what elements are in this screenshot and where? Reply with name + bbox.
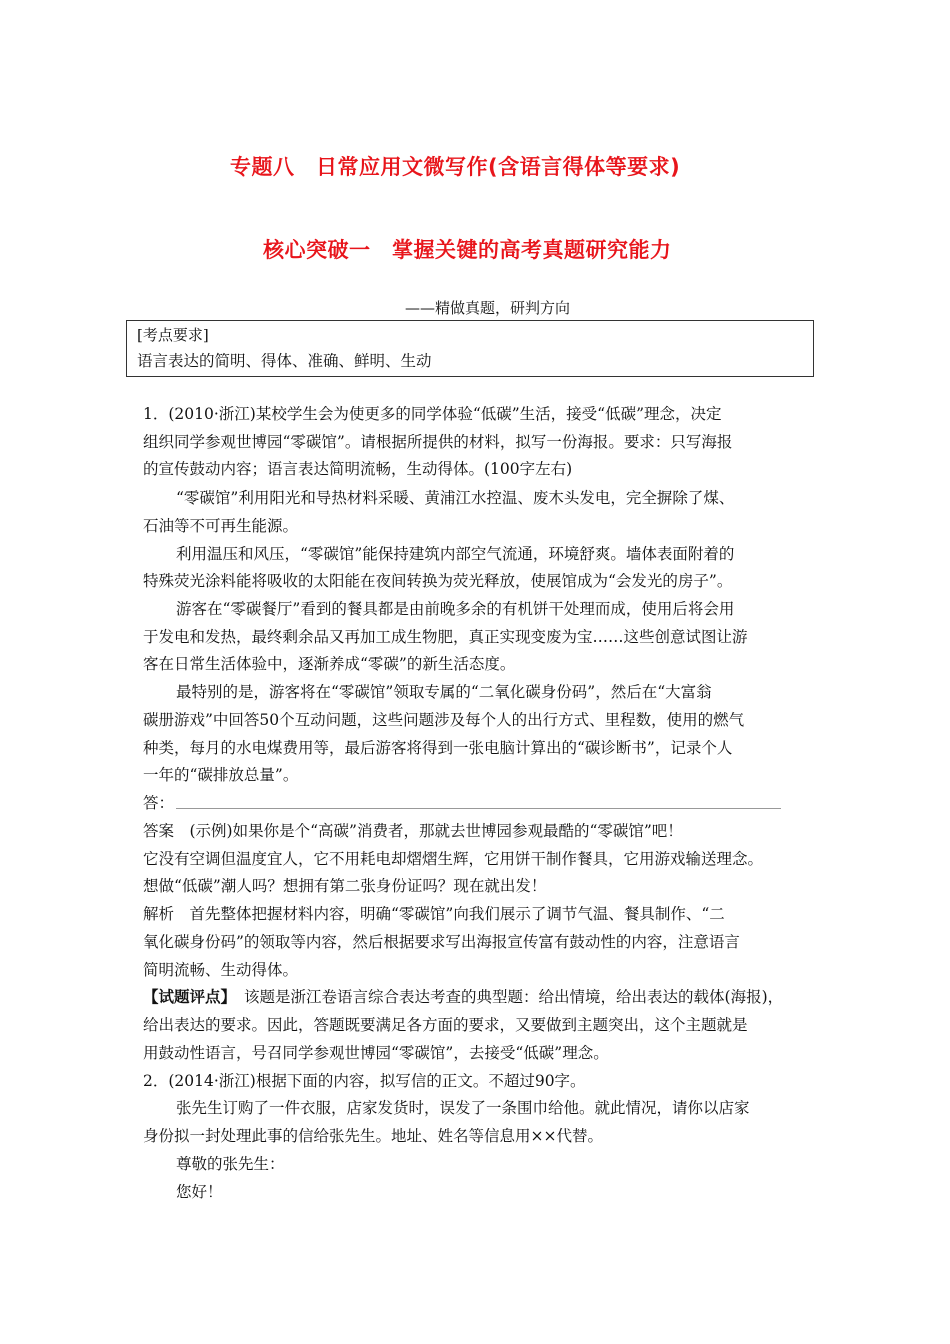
analysis-line: 解析 首先整体把握材料内容，明确“零碳馆”向我们展示了调节气温、餐具制作、“二	[143, 905, 725, 923]
q2-line: 张先生订购了一件衣服，店家发货时，误发了一条围巾给他。就此情况，请你以店家	[176, 1099, 750, 1117]
q1-material-line: 一年的“碳排放总量”。	[143, 766, 299, 784]
answer-line: 答案 (示例)如果你是个“高碳”消费者，那就去世博园参观最酷的“零碳馆”吧！	[143, 822, 683, 840]
requirement-box	[126, 320, 814, 377]
q1-line: 组织同学参观世博园“零碳馆”。请根据所提供的材料，拟写一份海报。要求：只写海报	[143, 433, 733, 451]
comment-line: 给出表达的要求。因此，答题既要满足各方面的要求，又要做到主题突出，这个主题就是	[143, 1016, 748, 1034]
q1-material-line: “零碳馆”利用阳光和导热材料采暖、黄浦江水控温、废木头发电，完全摒除了煤、	[176, 489, 735, 507]
q2-line: 身份拟一封处理此事的信给张先生。地址、姓名等信息用××代替。	[143, 1127, 603, 1145]
analysis-line: 氧化碳身份码”的领取等内容，然后根据要求写出海报宣传富有鼓动性的内容，注意语言	[143, 933, 740, 951]
q1-material-line: 客在日常生活体验中，逐渐养成“零碳”的新生活态度。	[143, 655, 516, 673]
letter-greeting: 您好！	[176, 1183, 223, 1201]
q1-line: 的宣传鼓动内容；语言表达简明流畅，生动得体。(100字左右)	[143, 460, 573, 478]
q1-material-line: 特殊荧光涂料能将吸收的太阳能在夜间转换为荧光释放，使展馆成为“会发光的房子”。	[143, 572, 733, 590]
q1-material-line: 最特别的是，游客将在“零碳馆”领取专属的“二氧化碳身份码”，然后在“大富翁	[176, 683, 712, 701]
comment-line: 用鼓动性语言，号召同学参观世博园“零碳馆”，去接受“低碳”理念。	[143, 1044, 609, 1062]
page-title: 专题八 日常应用文微写作(含语言得体等要求)	[230, 155, 681, 179]
answer-blank-line[interactable]	[176, 808, 781, 809]
q1-material-line: 利用温压和风压，“零碳馆”能保持建筑内部空气流通，环境舒爽。墙体表面附着的	[176, 545, 735, 563]
q1-material-line: 种类，每月的水电煤费用等，最后游客将得到一张电脑计算出的“碳诊断书”，记录个人	[143, 739, 733, 757]
q1-material-line: 石油等不可再生能源。	[143, 517, 299, 535]
q1-material-line: 游客在“零碳餐厅”看到的餐具都是由前晚多余的有机饼干处理而成，使用后将会用	[176, 600, 735, 618]
q1-material-line: 于发电和发热，最终剩余品又再加工成生物肥，真正实现变废为宝……这些创意试图让游	[143, 628, 748, 646]
requirement-content: 语言表达的简明、得体、准确、鲜明、生动	[137, 352, 432, 370]
letter-salutation: 尊敬的张先生：	[176, 1155, 285, 1173]
q2-line: 2．(2014·浙江)根据下面的内容，拟写信的正文。不超过90字。	[143, 1072, 586, 1090]
section-title: 核心突破一 掌握关键的高考真题研究能力	[263, 238, 672, 262]
q1-material-line: 碳册游戏”中回答50个互动问题，这些问题涉及每个人的出行方式、里程数，使用的燃气	[143, 711, 745, 729]
comment-text: 该题是浙江卷语言综合表达考查的典型题：给出情境，给出表达的载体(海报)，	[244, 988, 784, 1006]
answer-line: 它没有空调但温度宜人，它不用耗电却熠熠生辉，它用饼干制作餐具，它用游戏输送理念。	[143, 850, 764, 868]
q1-line: 1．(2010·浙江)某校学生会为使更多的同学体验“低碳”生活，接受“低碳”理念，决定	[143, 405, 722, 423]
requirement-label: [考点要求]	[137, 326, 209, 344]
answer-prompt: 答：	[143, 794, 175, 812]
comment-label: 【试题评点】	[143, 987, 237, 1006]
tagline: ——精做真题，研判方向	[405, 299, 571, 317]
answer-line: 想做“低碳”潮人吗？想拥有第二张身份证吗？现在就出发！	[143, 877, 547, 895]
analysis-line: 简明流畅、生动得体。	[143, 961, 299, 979]
